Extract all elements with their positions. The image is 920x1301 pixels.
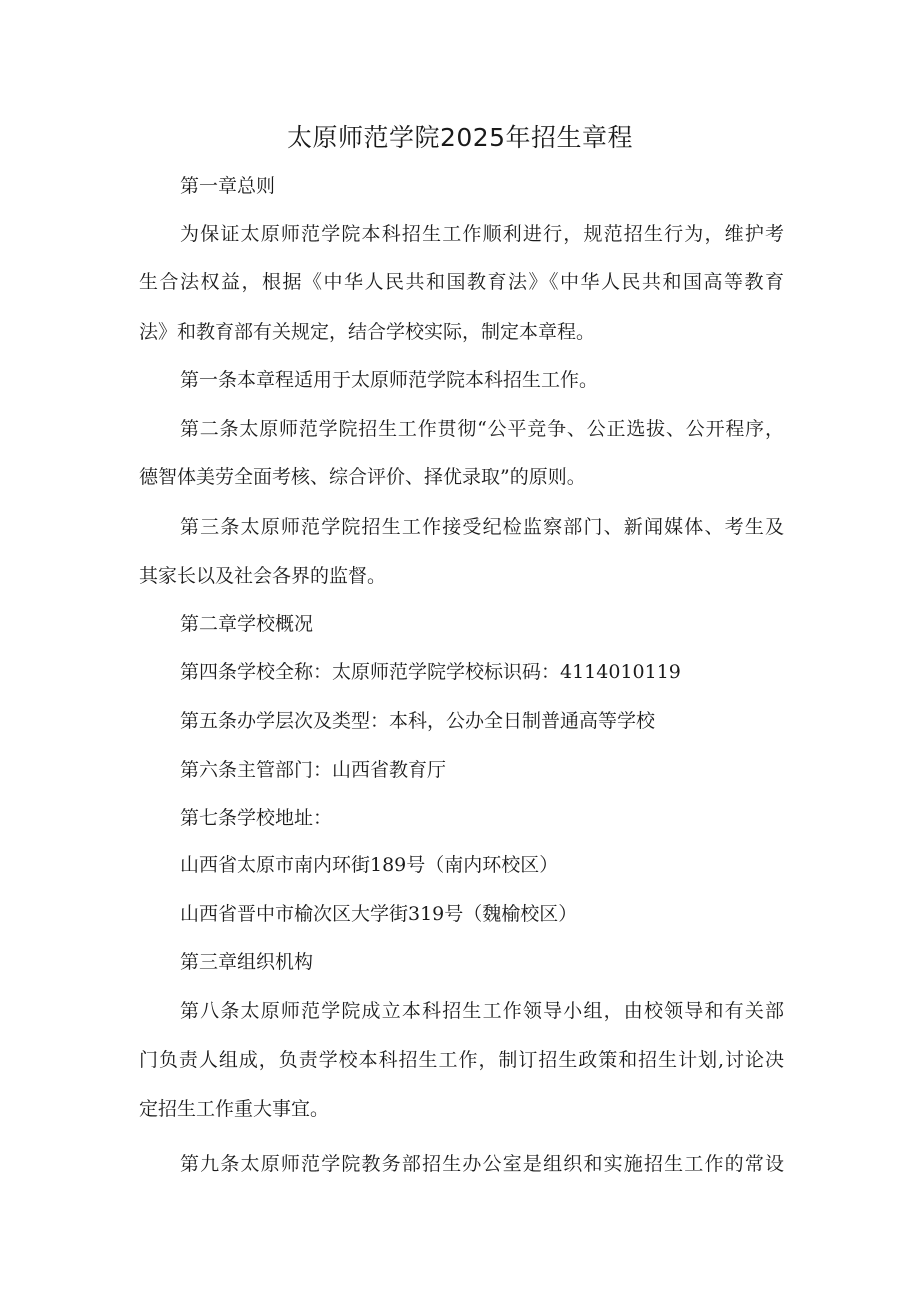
article-line: 定招生工作重大事宜。 bbox=[139, 1098, 330, 1120]
article-line: 第二条太原师范学院招生工作贯彻“公平竞争、公正选拔、公开程序， bbox=[180, 418, 784, 440]
article-line: 德智体美劳全面考核、综合评价、择优录取”的原则。 bbox=[139, 466, 586, 488]
chapter-heading: 第二章学校概况 bbox=[180, 613, 314, 635]
paragraph-line: 生合法权益，根据《中华人民共和国教育法》《中华人民共和国高等教育 bbox=[139, 271, 784, 293]
paragraph-line: 为保证太原师范学院本科招生工作顺利进行，规范招生行为，维护考 bbox=[180, 223, 784, 245]
article-line: 第一条本章程适用于太原师范学院本科招生工作。 bbox=[180, 369, 599, 391]
article-line: 第七条学校地址： bbox=[180, 807, 333, 829]
article-line: 第五条办学层次及类型：本科，公办全日制普通高等学校 bbox=[180, 710, 656, 732]
article-line: 其家长以及社会各界的监督。 bbox=[139, 565, 387, 587]
address-line: 山西省晋中市榆次区大学街319号（魏榆校区） bbox=[180, 903, 578, 925]
article-line: 第三条太原师范学院招生工作接受纪检监察部门、新闻媒体、考生及 bbox=[180, 516, 784, 538]
article-line: 第六条主管部门：山西省教育厅 bbox=[180, 759, 447, 781]
article-line: 第四条学校全称：太原师范学院学校标识码：4114010119 bbox=[180, 661, 681, 683]
article-line: 第九条太原师范学院教务部招生办公室是组织和实施招生工作的常设 bbox=[180, 1153, 784, 1175]
article-line: 门负责人组成，负责学校本科招生工作，制订招生政策和招生计划,讨论决 bbox=[139, 1049, 784, 1071]
chapter-heading: 第三章组织机构 bbox=[180, 951, 314, 973]
chapter-heading: 第一章总则 bbox=[180, 175, 276, 197]
document-title: 太原师范学院2025年招生章程 bbox=[286, 123, 634, 152]
paragraph-line: 法》和教育部有关规定，结合学校实际，制定本章程。 bbox=[139, 321, 596, 343]
article-line: 第八条太原师范学院成立本科招生工作领导小组，由校领导和有关部 bbox=[180, 1000, 784, 1022]
address-line: 山西省太原市南内环街189号（南内环校区） bbox=[180, 854, 559, 876]
